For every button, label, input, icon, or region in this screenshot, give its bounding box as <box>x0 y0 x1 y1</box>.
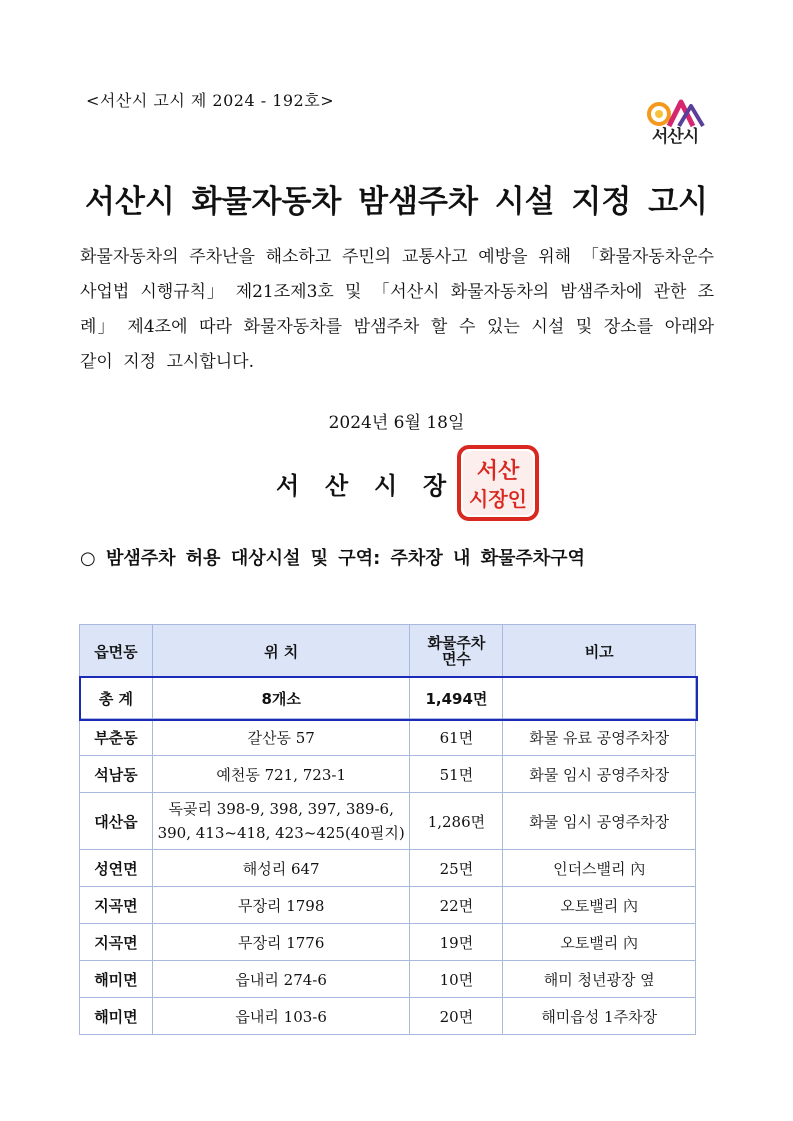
table-row <box>80 924 696 961</box>
cell-note: 해미읍성 1주차장 <box>503 998 696 1035</box>
cell-dong: 성연면 <box>80 850 153 887</box>
table-row <box>80 887 696 924</box>
issuer-char: 서 <box>276 472 300 500</box>
header-spaces: 화물주차 면수 <box>410 625 503 678</box>
cell-spaces: 61면 <box>410 719 503 756</box>
cell-location: 읍내리 103-6 <box>152 998 410 1035</box>
section-heading: ○ 밤샘주차 허용 대상시설 및 구역: 주차장 내 화물주차구역 <box>80 548 585 569</box>
total-location: 8개소 <box>152 678 410 719</box>
parking-facility-table <box>79 624 696 1035</box>
cell-dong: 지곡면 <box>80 887 153 924</box>
cell-location: 무장리 1776 <box>152 924 410 961</box>
cell-note: 화물 유료 공영주차장 <box>503 719 696 756</box>
cell-dong: 해미면 <box>80 998 153 1035</box>
cell-note: 해미 청년광장 옆 <box>503 961 696 998</box>
svg-text:서산: 서산 <box>476 459 520 484</box>
cell-dong: 석남동 <box>80 756 153 793</box>
table-header-row <box>80 625 696 678</box>
notice-number: <서산시 고시 제 2024 - 192호> <box>86 91 335 110</box>
cell-spaces: 51면 <box>410 756 503 793</box>
cell-spaces: 22면 <box>410 887 503 924</box>
cell-note: 오토밸리 內 <box>503 887 696 924</box>
cell-note: 화물 임시 공영주차장 <box>503 793 696 850</box>
cell-location: 갈산동 57 <box>152 719 410 756</box>
cell-location: 독곶리 398-9, 398, 397, 389-6, 390, 413~418, 423~425(40필지) <box>152 793 410 850</box>
cell-location: 읍내리 274-6 <box>152 961 410 998</box>
issuer-char: 산 <box>325 472 349 500</box>
cell-spaces: 1,286면 <box>410 793 503 850</box>
header-note: 비고 <box>503 625 696 678</box>
cell-spaces: 25면 <box>410 850 503 887</box>
svg-text:시장인: 시장인 <box>469 487 527 511</box>
table-row <box>80 719 696 756</box>
logo-text: 서산시 <box>651 127 699 147</box>
table-row <box>80 756 696 793</box>
cell-note: 화물 임시 공영주차장 <box>503 756 696 793</box>
table-row <box>80 998 696 1035</box>
table-row <box>80 850 696 887</box>
cell-spaces: 10면 <box>410 961 503 998</box>
total-label: 총 계 <box>80 678 153 719</box>
issuer-char: 장 <box>423 472 447 500</box>
cell-location: 해성리 647 <box>152 850 410 887</box>
notice-body: 화물자동차의 주차난을 해소하고 주민의 교통사고 예방을 위해 「화물자동차운수사업법 시행규칙」 제21조제3호 및 「서산시 화물자동차의 밤샘주차에 관한 조례」 제4조에 따라 화물자동차를 밤샘주차 할 수 있는 시설 및 장소를 아래와 같이 지정 고시합니다. <box>80 247 714 372</box>
cell-spaces: 19면 <box>410 924 503 961</box>
notice-date: 2024년 6월 18일 <box>328 413 465 433</box>
table-row <box>80 961 696 998</box>
cell-dong: 부춘동 <box>80 719 153 756</box>
cell-dong: 해미면 <box>80 961 153 998</box>
cell-dong: 대산읍 <box>80 793 153 850</box>
total-note <box>503 678 696 719</box>
header-location: 위 치 <box>152 625 410 678</box>
table-total-row <box>80 678 696 719</box>
table-row <box>80 793 696 850</box>
issuer-char: 시 <box>374 472 398 500</box>
cell-note: 인더스밸리 內 <box>503 850 696 887</box>
cell-spaces: 20면 <box>410 998 503 1035</box>
logo-sun-core <box>655 110 663 118</box>
cell-dong: 지곡면 <box>80 924 153 961</box>
header-dong: 읍면동 <box>80 625 153 678</box>
issuer-name <box>276 466 472 501</box>
cell-note: 오토밸리 內 <box>503 924 696 961</box>
page-title: 서산시 화물자동차 밤샘주차 시설 지정 고시 <box>85 184 708 220</box>
cell-location: 무장리 1798 <box>152 887 410 924</box>
total-spaces: 1,494면 <box>410 678 503 719</box>
cell-location: 예천동 721, 723-1 <box>152 756 410 793</box>
